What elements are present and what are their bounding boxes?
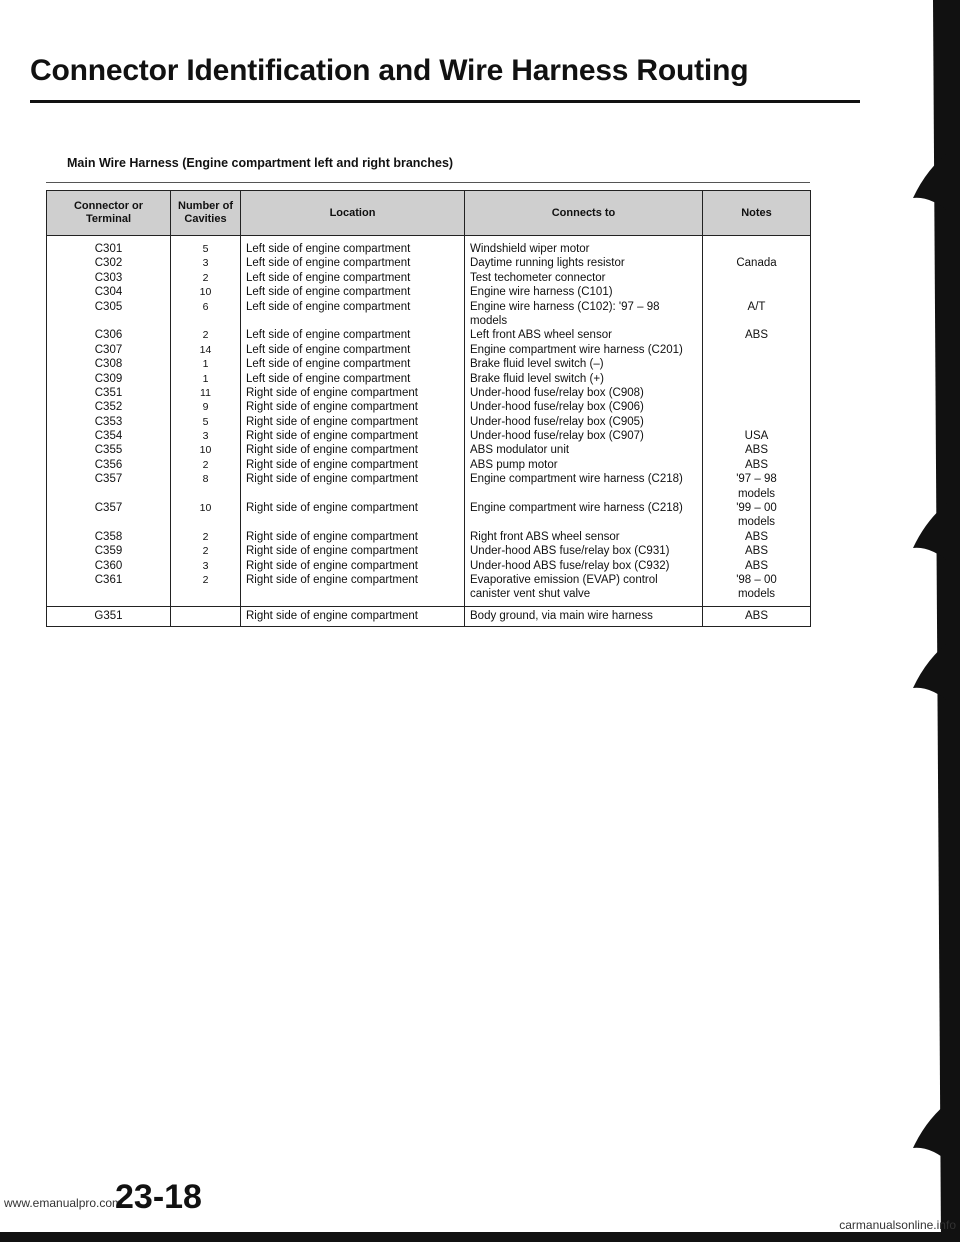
connects-to-text: Windshield wiper motor	[470, 243, 590, 255]
note-text	[708, 415, 805, 429]
cavity-count: 8	[202, 473, 209, 486]
location-text: Right side of engine compartment	[246, 430, 418, 443]
cavity-count: 11	[200, 386, 211, 399]
cavity-count: 5	[202, 415, 209, 428]
connects-to-text	[470, 515, 697, 529]
connects-to-text: Under-hood fuse/relay box (C908)	[470, 386, 644, 399]
table-row	[47, 606, 811, 626]
connector-id: C360	[94, 559, 123, 572]
footer-url-left[interactable]: www.emanualpro.com	[4, 1196, 123, 1210]
connector-id: C309	[94, 372, 123, 385]
location-text: Left side of engine compartment	[246, 343, 411, 356]
connector-id: C351	[94, 386, 123, 399]
note-text: Canada	[736, 257, 777, 270]
connector-id: C304	[94, 286, 123, 299]
location-text: Right side of engine compartment	[246, 473, 418, 486]
location-text: Right side of engine compartment	[246, 545, 418, 558]
location-text	[246, 314, 459, 328]
location-text: Right side of engine compartment	[246, 559, 418, 572]
location-text: Right side of engine compartment	[246, 415, 418, 428]
connects-to-text: Under-hood ABS fuse/relay box (C931)	[470, 545, 670, 558]
connector-id: C305	[94, 300, 123, 313]
header-location: Location	[241, 191, 465, 236]
note-text	[708, 400, 805, 414]
page-number: 23-18	[115, 1178, 202, 1216]
cavity-count	[176, 314, 235, 328]
location-text: Right side of engine compartment	[246, 530, 418, 543]
footer-url-right[interactable]: carmanualsonline.info	[839, 1218, 956, 1232]
connector-id	[52, 515, 165, 529]
location-text: Right side of engine compartment	[246, 573, 418, 586]
connects-to-text: Under-hood fuse/relay box (C906)	[470, 401, 644, 414]
connects-to-text: Engine compartment wire harness (C201)	[470, 343, 683, 356]
location-text: Left side of engine compartment	[246, 372, 411, 385]
connector-id: G351	[47, 606, 171, 626]
note-text: models	[737, 487, 776, 500]
note-text: '98 – 00	[736, 573, 777, 586]
cavity-count: 2	[202, 530, 209, 543]
location-text: Left side of engine compartment	[246, 358, 411, 371]
cavity-count	[176, 487, 235, 501]
connects-to-text: Engine compartment wire harness (C218)	[470, 502, 683, 515]
note-text: ABS	[744, 530, 768, 543]
cavity-count: 1	[202, 358, 209, 371]
note-text	[708, 285, 805, 299]
connects-to-text: Engine wire harness (C102): '97 – 98	[470, 300, 660, 313]
connector-id: C306	[94, 329, 123, 342]
location-text: Left side of engine compartment	[246, 271, 411, 284]
connector-id: C303	[94, 271, 123, 284]
connects-to-text: models	[470, 314, 508, 327]
header-notes: Notes	[703, 191, 811, 236]
connects-to-text: Under-hood ABS fuse/relay box (C932)	[470, 559, 670, 572]
location-text: Left side of engine compartment	[246, 300, 411, 313]
connector-id	[52, 487, 165, 501]
connector-id: C361	[94, 573, 123, 586]
connects-to-text: Engine wire harness (C101)	[470, 286, 613, 299]
connector-id: C352	[94, 401, 123, 414]
connector-id	[52, 314, 165, 328]
note-text: '99 – 00	[736, 502, 777, 515]
connects-to-text: Engine compartment wire harness (C218)	[470, 473, 683, 486]
location-text: Right side of engine compartment	[246, 386, 418, 399]
connector-id: C302	[94, 257, 123, 270]
note-text: ABS	[744, 444, 768, 457]
connects-to-text: Brake fluid level switch (+)	[470, 372, 604, 385]
section-subtitle: Main Wire Harness (Engine compartment left and right branches)	[67, 156, 454, 170]
connector-id: C357	[94, 473, 123, 486]
connector-id: C357	[94, 502, 123, 515]
location-text: Right side of engine compartment	[241, 606, 465, 626]
note-text: models	[737, 516, 776, 529]
location-text	[246, 487, 459, 501]
location-column	[241, 236, 465, 607]
cavity-count: 5	[202, 243, 209, 255]
cavity-count: 3	[202, 559, 209, 572]
note-text: models	[737, 588, 776, 601]
connector-id: C308	[94, 358, 123, 371]
location-text: Right side of engine compartment	[246, 444, 418, 457]
cavity-count: 14	[199, 343, 212, 356]
title-rule	[30, 100, 860, 103]
bottom-bar	[0, 1232, 960, 1242]
page-binding-edge	[905, 0, 960, 1242]
connects-to-text: Brake fluid level switch (–)	[470, 358, 604, 371]
cavity-count: 2	[202, 271, 209, 284]
connector-column	[47, 236, 171, 607]
note-text: ABS	[744, 545, 768, 558]
note-text	[708, 386, 805, 400]
note-text: ABS	[744, 458, 768, 471]
connects-to-text: canister vent shut valve	[470, 588, 591, 601]
connector-id: C355	[94, 444, 123, 457]
subtitle-rule	[46, 182, 810, 183]
location-text	[246, 515, 459, 529]
cavity-count: 10	[199, 286, 212, 299]
location-text: Right side of engine compartment	[246, 502, 418, 515]
cavity-count: 3	[202, 257, 209, 270]
note-text	[708, 314, 805, 328]
header-cavities: Number of Cavities	[171, 191, 241, 236]
location-text: Right side of engine compartment	[246, 458, 418, 471]
cavity-count	[176, 515, 235, 529]
cavity-count: 1	[202, 372, 209, 385]
connector-id: C307	[94, 343, 123, 356]
note-text	[708, 242, 805, 256]
cavity-count	[171, 606, 241, 626]
connects-to-text: ABS pump motor	[470, 458, 558, 471]
location-text: Left side of engine compartment	[246, 257, 411, 270]
note-text: USA	[744, 430, 769, 443]
cavity-count: 6	[202, 300, 209, 313]
connects-to-text	[470, 487, 697, 501]
cavity-count: 3	[202, 430, 209, 443]
connector-id: C359	[94, 545, 123, 558]
connector-id: C301	[94, 243, 123, 255]
location-text: Right side of engine compartment	[246, 401, 418, 414]
location-text: Left side of engine compartment	[246, 243, 411, 255]
cavity-count: 2	[202, 458, 209, 471]
note-text	[708, 357, 805, 371]
connector-id: C358	[94, 530, 123, 543]
location-text: Left side of engine compartment	[246, 286, 411, 299]
note-text: A/T	[747, 300, 766, 313]
connects-to-column	[465, 236, 703, 607]
connects-to-text: Left front ABS wheel sensor	[470, 329, 612, 342]
connects-to-text: Under-hood fuse/relay box (C907)	[470, 430, 644, 443]
connects-to-text: Right front ABS wheel sensor	[470, 530, 620, 543]
cavity-count: 2	[202, 329, 209, 342]
note-text	[708, 271, 805, 285]
connector-id: C353	[94, 415, 123, 428]
note-text: ABS	[703, 606, 811, 626]
notes-column	[703, 236, 811, 607]
connects-to-text: Daytime running lights resistor	[470, 257, 625, 270]
connector-table	[46, 190, 811, 627]
connects-to-text: ABS modulator unit	[470, 444, 570, 457]
connects-to-text: Body ground, via main wire harness	[465, 606, 703, 626]
cavity-count: 10	[199, 444, 212, 457]
note-text	[708, 372, 805, 386]
connector-id: C354	[94, 430, 123, 443]
note-text	[708, 343, 805, 357]
location-text: Left side of engine compartment	[246, 329, 411, 342]
connects-to-text: Test techometer connector	[470, 271, 606, 284]
page-title: Connector Identification and Wire Harness Routing	[30, 54, 749, 87]
connector-id: C356	[94, 458, 123, 471]
header-connects-to: Connects to	[465, 191, 703, 236]
cavity-count: 9	[202, 401, 209, 414]
connects-to-text: Evaporative emission (EVAP) control	[470, 573, 658, 586]
cavity-count: 2	[202, 573, 209, 586]
header-connector: Connector or Terminal	[47, 191, 171, 236]
cavities-column	[171, 236, 241, 607]
cavity-count: 10	[199, 502, 212, 515]
note-text: ABS	[744, 329, 768, 342]
table-header-row	[47, 191, 811, 236]
cavity-count: 2	[202, 545, 209, 558]
connects-to-text: Under-hood fuse/relay box (C905)	[470, 415, 644, 428]
note-text: ABS	[744, 559, 768, 572]
note-text: '97 – 98	[736, 473, 777, 486]
table-row	[47, 236, 811, 607]
